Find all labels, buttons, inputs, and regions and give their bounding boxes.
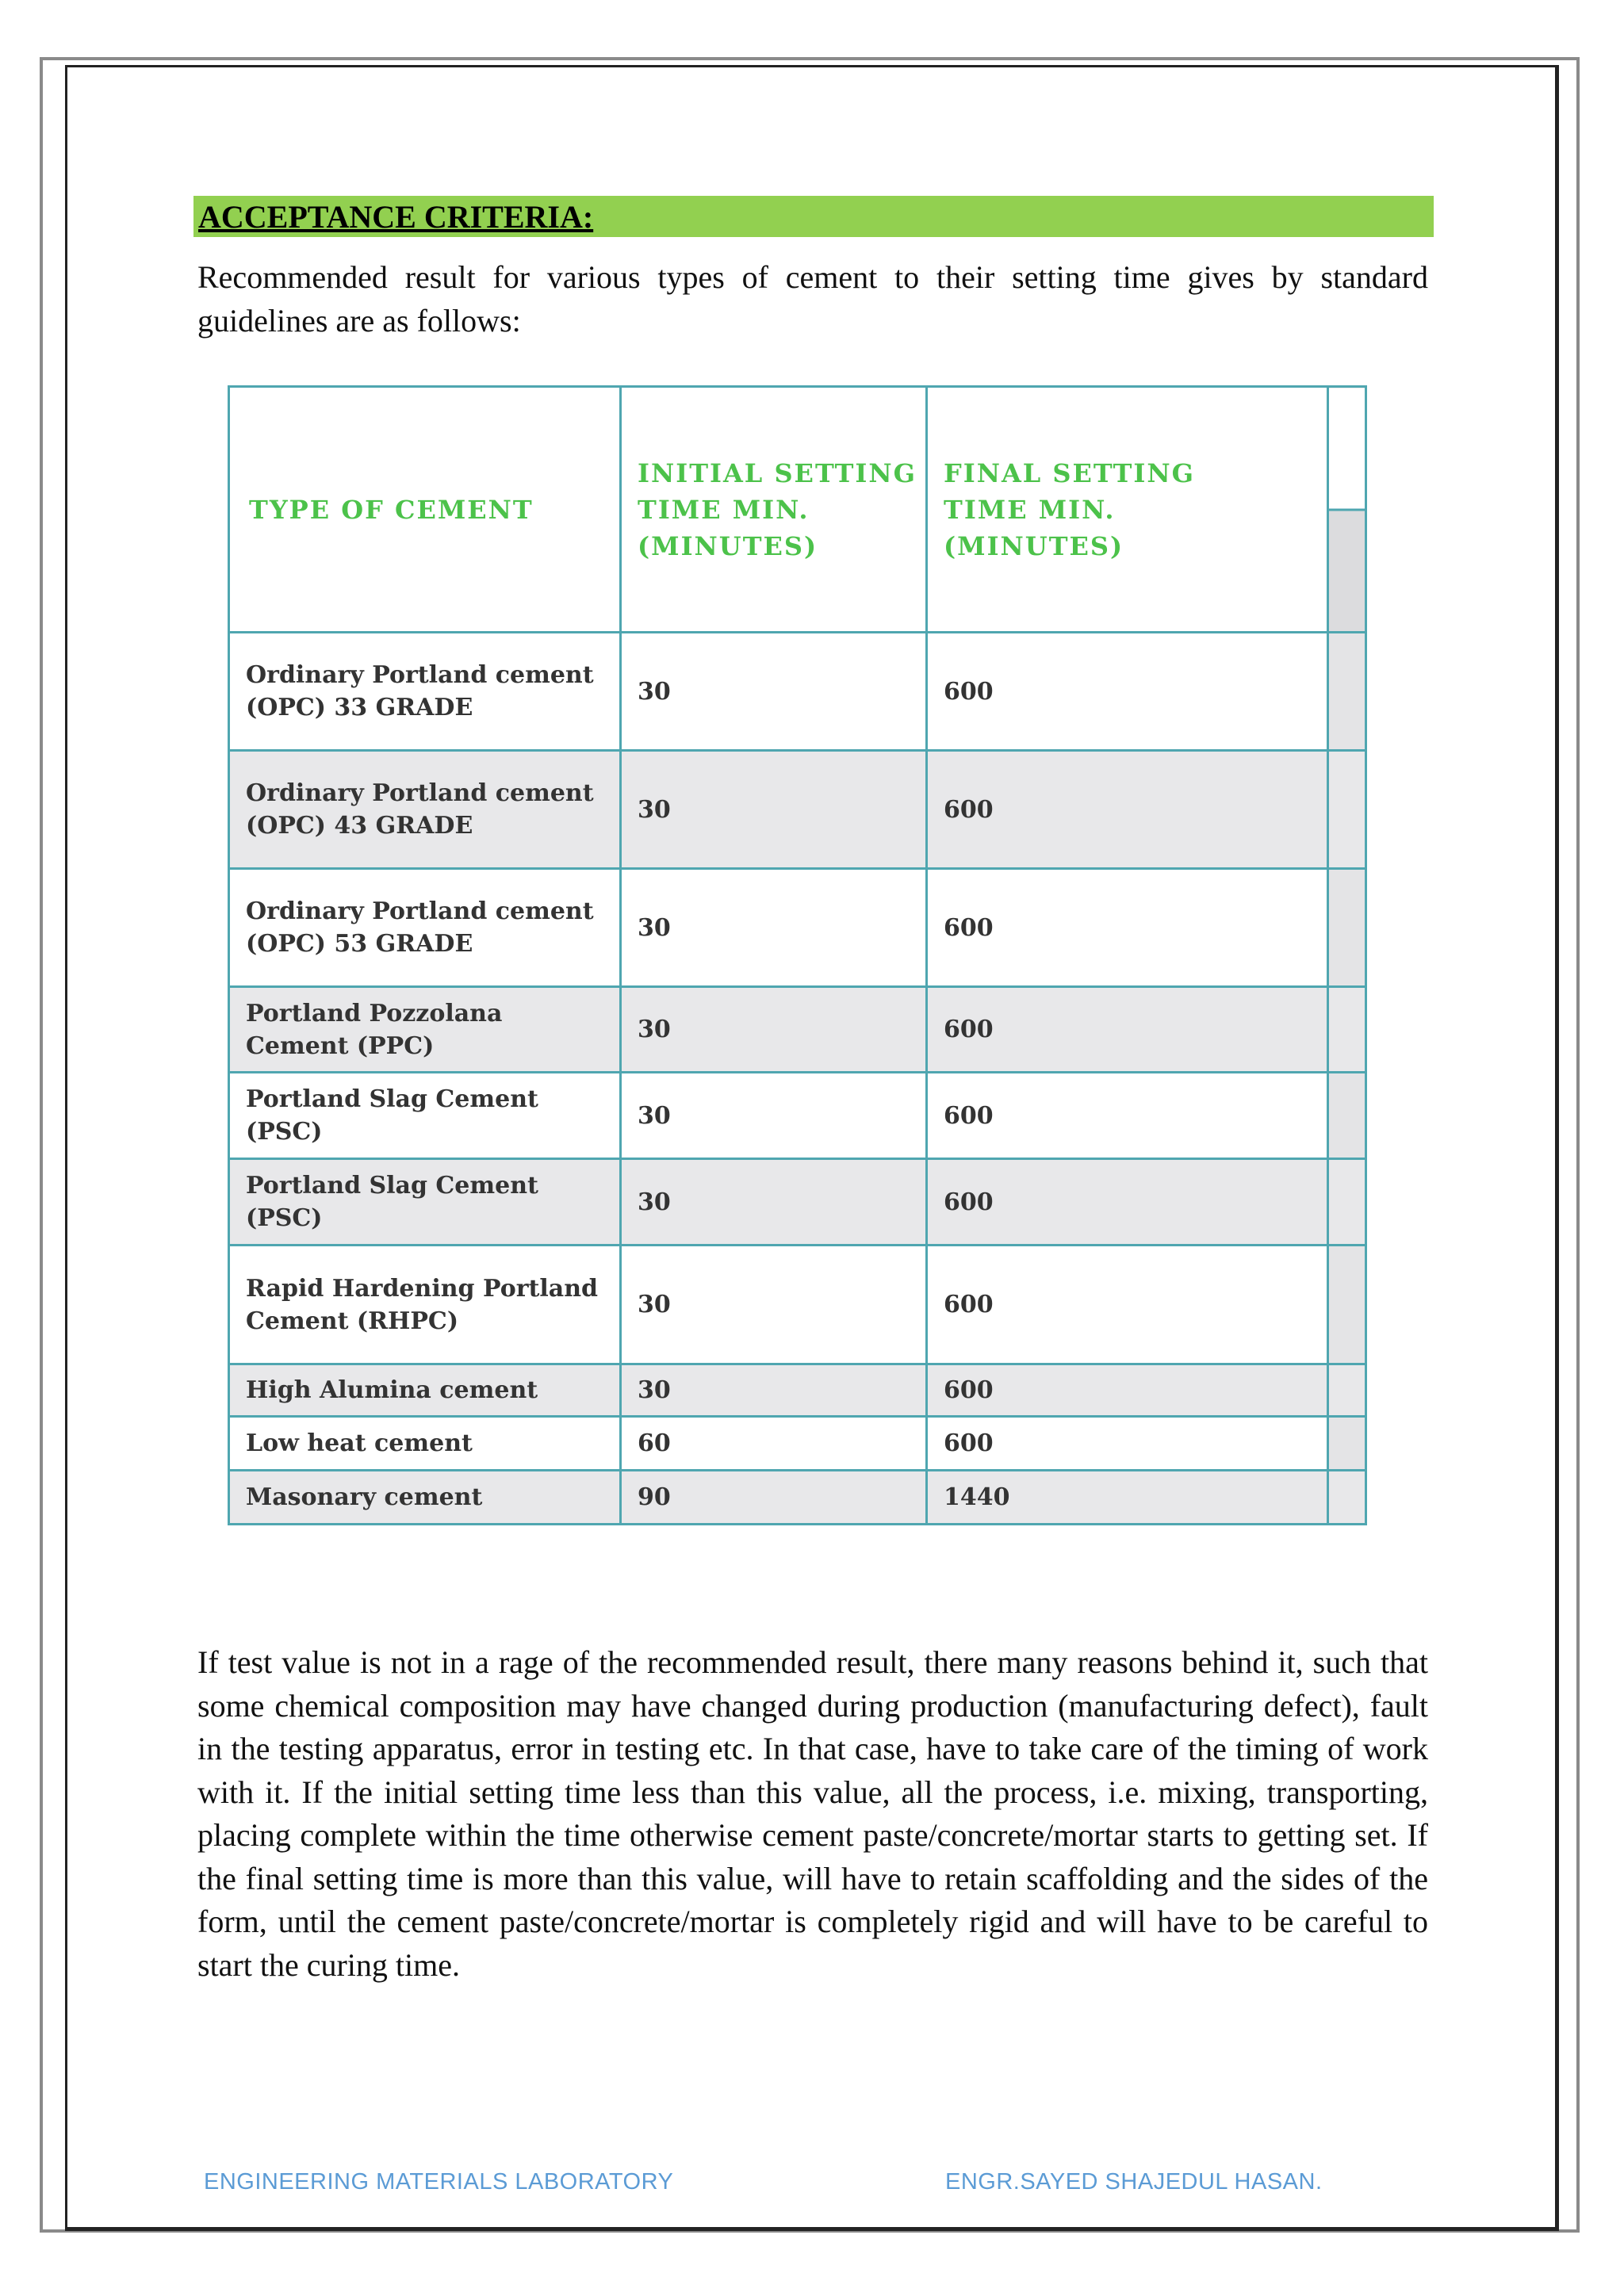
extra-cell bbox=[1328, 633, 1366, 751]
extra-cell bbox=[1328, 1159, 1366, 1246]
final-time: 600 bbox=[927, 633, 1328, 751]
header-extra-cell bbox=[1328, 387, 1366, 633]
final-time: 1440 bbox=[927, 1471, 1328, 1525]
cement-type: Rapid Hardening Portland Cement (RHPC) bbox=[229, 1246, 621, 1364]
extra-cell bbox=[1328, 1471, 1366, 1525]
initial-time: 30 bbox=[621, 633, 927, 751]
extra-cell bbox=[1328, 869, 1366, 987]
table-row bbox=[229, 1417, 1366, 1471]
initial-time: 60 bbox=[621, 1417, 927, 1471]
header-initial: INITIAL SETTING TIME MIN. (MINUTES) bbox=[621, 387, 927, 633]
cement-type: Portland Slag Cement (PSC) bbox=[229, 1073, 621, 1159]
section-heading: ACCEPTANCE CRITERIA: bbox=[198, 199, 594, 235]
final-time: 600 bbox=[927, 1073, 1328, 1159]
final-time: 600 bbox=[927, 1246, 1328, 1364]
header-final: FINAL SETTING TIME MIN. (MINUTES) bbox=[927, 387, 1328, 633]
extra-cell bbox=[1328, 1417, 1366, 1471]
final-time: 600 bbox=[927, 1417, 1328, 1471]
intro-paragraph: Recommended result for various types of cement to their setting time gives by standard guidelines are as follows: bbox=[197, 259, 1428, 339]
cement-type: Portland Pozzolana Cement (PPC) bbox=[229, 987, 621, 1073]
header-type: TYPE OF CEMENT bbox=[229, 387, 621, 633]
final-time: 600 bbox=[927, 1364, 1328, 1417]
table-row bbox=[229, 987, 1366, 1073]
final-time: 600 bbox=[927, 869, 1328, 987]
cement-type: Ordinary Portland cement (OPC) 43 GRADE bbox=[229, 751, 621, 869]
extra-cell bbox=[1328, 751, 1366, 869]
final-time: 600 bbox=[927, 1159, 1328, 1246]
table-row bbox=[229, 1073, 1366, 1159]
extra-cell bbox=[1328, 1073, 1366, 1159]
initial-time: 30 bbox=[621, 751, 927, 869]
table-row bbox=[229, 1364, 1366, 1417]
extra-cell bbox=[1328, 1246, 1366, 1364]
final-time: 600 bbox=[927, 751, 1328, 869]
initial-time: 30 bbox=[621, 1159, 927, 1246]
cement-type: Portland Slag Cement (PSC) bbox=[229, 1159, 621, 1246]
setting-time-table bbox=[228, 385, 1367, 1525]
initial-time: 30 bbox=[621, 869, 927, 987]
footer-left: ENGINEERING MATERIALS LABORATORY bbox=[204, 2169, 674, 2195]
table-row bbox=[229, 751, 1366, 869]
cement-type: Low heat cement bbox=[229, 1417, 621, 1471]
initial-time: 30 bbox=[621, 1246, 927, 1364]
cement-type: Masonary cement bbox=[229, 1471, 621, 1525]
initial-time: 90 bbox=[621, 1471, 927, 1525]
table-row bbox=[229, 1471, 1366, 1525]
initial-time: 30 bbox=[621, 987, 927, 1073]
table-row bbox=[229, 869, 1366, 987]
initial-time: 30 bbox=[621, 1073, 927, 1159]
cement-type: Ordinary Portland cement (OPC) 33 GRADE bbox=[229, 633, 621, 751]
table-row bbox=[229, 1159, 1366, 1246]
table-header-row bbox=[229, 387, 1366, 633]
table-row bbox=[229, 633, 1366, 751]
initial-time: 30 bbox=[621, 1364, 927, 1417]
cement-type: Ordinary Portland cement (OPC) 53 GRADE bbox=[229, 869, 621, 987]
footer-right: ENGR.SAYED SHAJEDUL HASAN. bbox=[945, 2169, 1323, 2195]
extra-cell bbox=[1328, 987, 1366, 1073]
table-row bbox=[229, 1246, 1366, 1364]
body-paragraph: If test value is not in a rage of the recommended result, there many reasons behind it, such that some chemical composition may have changed during production (manufacturing defect), fault in the testing apparatus, error in testing etc. In that case, have to take care of the timing of work with it. If the initial setting time less than this value, all the process, i.e. mixing, transporting, placing complete within the time otherwise cement paste/concrete/mortar starts to getting set. If the final setting time is more than this value, will have to retain scaffolding and the sides of the form, until the cement paste/concrete/mortar is completely rigid and will have to be careful to start the curing time. bbox=[197, 1644, 1428, 1983]
extra-cell bbox=[1328, 1364, 1366, 1417]
final-time: 600 bbox=[927, 987, 1328, 1073]
cement-type: High Alumina cement bbox=[229, 1364, 621, 1417]
